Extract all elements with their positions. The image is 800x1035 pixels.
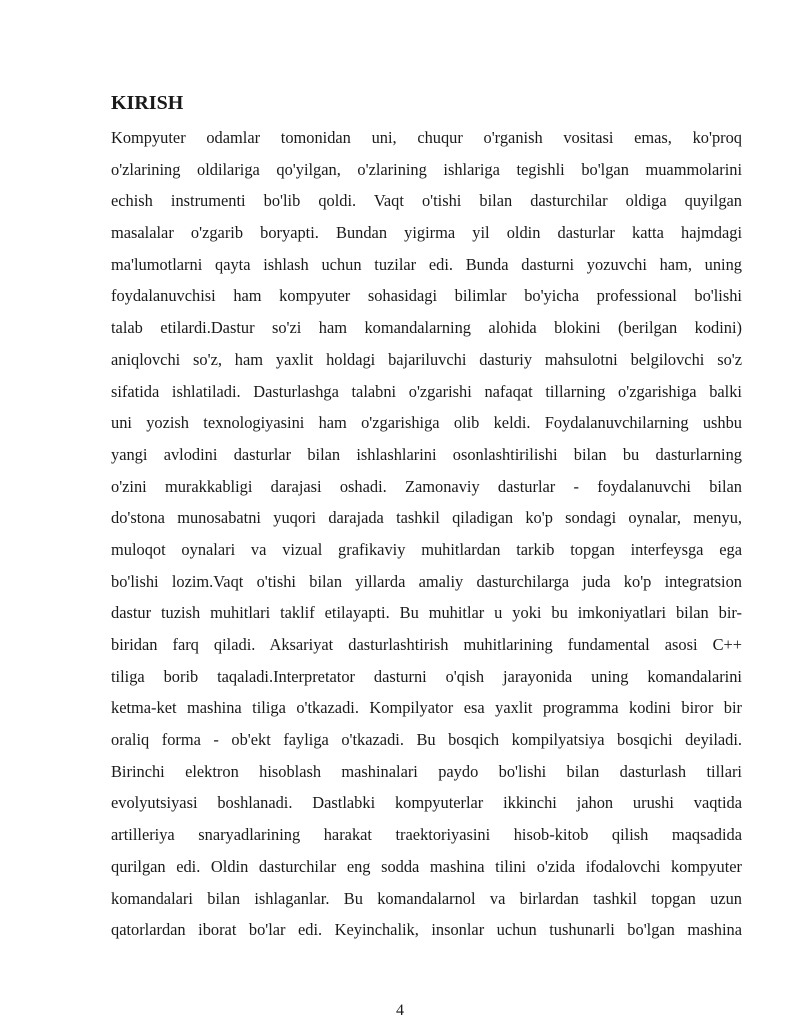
text-line: uni yozish texnologiyasini ham o'zgarishiga olib keldi. Foydalanuvchilarning ushbu [111, 413, 742, 433]
text-line: bo'lishi lozim.Vaqt o'tishi bilan yillarda amaliy dasturchilarga juda ko'p integratsion [111, 571, 742, 591]
text-line: do'stona munosabatni yuqori darajada tashkil qiladigan ko'p sondagi oynalar, menyu, [111, 508, 742, 528]
text-line: muloqot oynalari va vizual grafikaviy muhitlardan tarkib topgan interfeysga ega [111, 539, 742, 559]
text-line: masalalar o'zgarib boryapti. Bundan yigirma yil oldin dasturlar katta hajmdagi [111, 223, 742, 243]
text-line: Kompyuter odamlar tomonidan uni, chuqur o'rganish vositasi emas, ko'proq [111, 128, 742, 147]
text-line: ma'lumotlarni qayta ishlash uchun tuzilar edi. Bunda dasturni yozuvchi ham, uning [111, 254, 742, 274]
text-line: artilleriya snaryadlarining harakat traektoriyasini hisob-kitob qilish maqsadida [111, 825, 742, 845]
text-line: ketma-ket mashina tiliga o'tkazadi. Kompilyator esa yaxlit programma kodini biror bir [111, 698, 742, 718]
text-line: komandalari bilan ishlaganlar. Bu komandalarnol va birlardan tashkil topgan uzun [111, 888, 742, 908]
text-line: oraliq forma - ob'ekt fayliga o'tkazadi. Bu bosqich kompilyatsiya bosqichi deyiladi. [111, 730, 742, 750]
text-line: o'zini murakkabligi darajasi oshadi. Zamonaviy dasturlar - foydalanuvchi bilan [111, 476, 742, 496]
text-line: aniqlovchi so'z, ham yaxlit holdagi bajariluvchi dasturiy mahsulotni belgilovchi so'z [111, 349, 742, 369]
text-line: foydalanuvchisi ham kompyuter sohasidagi bilimlar bo'yicha professional bo'lishi [111, 286, 742, 306]
text-line: talab etilardi.Dastur so'zi ham komandalarning alohida blokini (berilgan kodini) [111, 318, 742, 338]
text-line: qurilgan edi. Oldin dasturchilar eng sodda mashina tilini o'zida ifodalovchi kompyuter [111, 856, 742, 876]
text-line: dastur tuzish muhitlari taklif etilayapti. Bu muhitlar u yoki bu imkoniyatlari bilan bir- [111, 603, 742, 623]
text-line: sifatida ishlatiladi. Dasturlashga talabni o'zgarishi nafaqat tillarning o'zgarishiga balki [111, 381, 742, 401]
text-line: tiliga borib taqaladi.Interpretator dasturni o'qish jarayonida uning komandalarini [111, 666, 742, 686]
section-heading: KIRISH [111, 92, 184, 114]
text-line: o'zlarining oldilariga qo'yilgan, o'zlarining ishlariga tegishli bo'lgan muammolarini [111, 159, 742, 179]
text-line: evolyutsiyasi boshlanadi. Dastlabki kompyuterlar ikkinchi jahon urushi vaqtida [111, 793, 742, 813]
text-line: Birinchi elektron hisoblash mashinalari paydo bo'lishi bilan dasturlash tillari [111, 761, 742, 781]
body-paragraph [111, 122, 742, 946]
text-line: biridan farq qiladi. Aksariyat dasturlashtirish muhitlarining fundamental asosi C++ [111, 635, 742, 654]
page-number: 4 [396, 1002, 404, 1019]
text-line: yangi avlodini dasturlar bilan ishlashlarini osonlashtirilishi bilan bu dasturlarning [111, 444, 742, 464]
text-line: qatorlardan iborat bo'lar edi. Keyinchalik, insonlar uchun tushunarli bo'lgan mashina [111, 920, 742, 940]
text-line: echish instrumenti bo'lib qoldi. Vaqt o'tishi bilan dasturchilar oldiga quyilgan [111, 191, 742, 211]
